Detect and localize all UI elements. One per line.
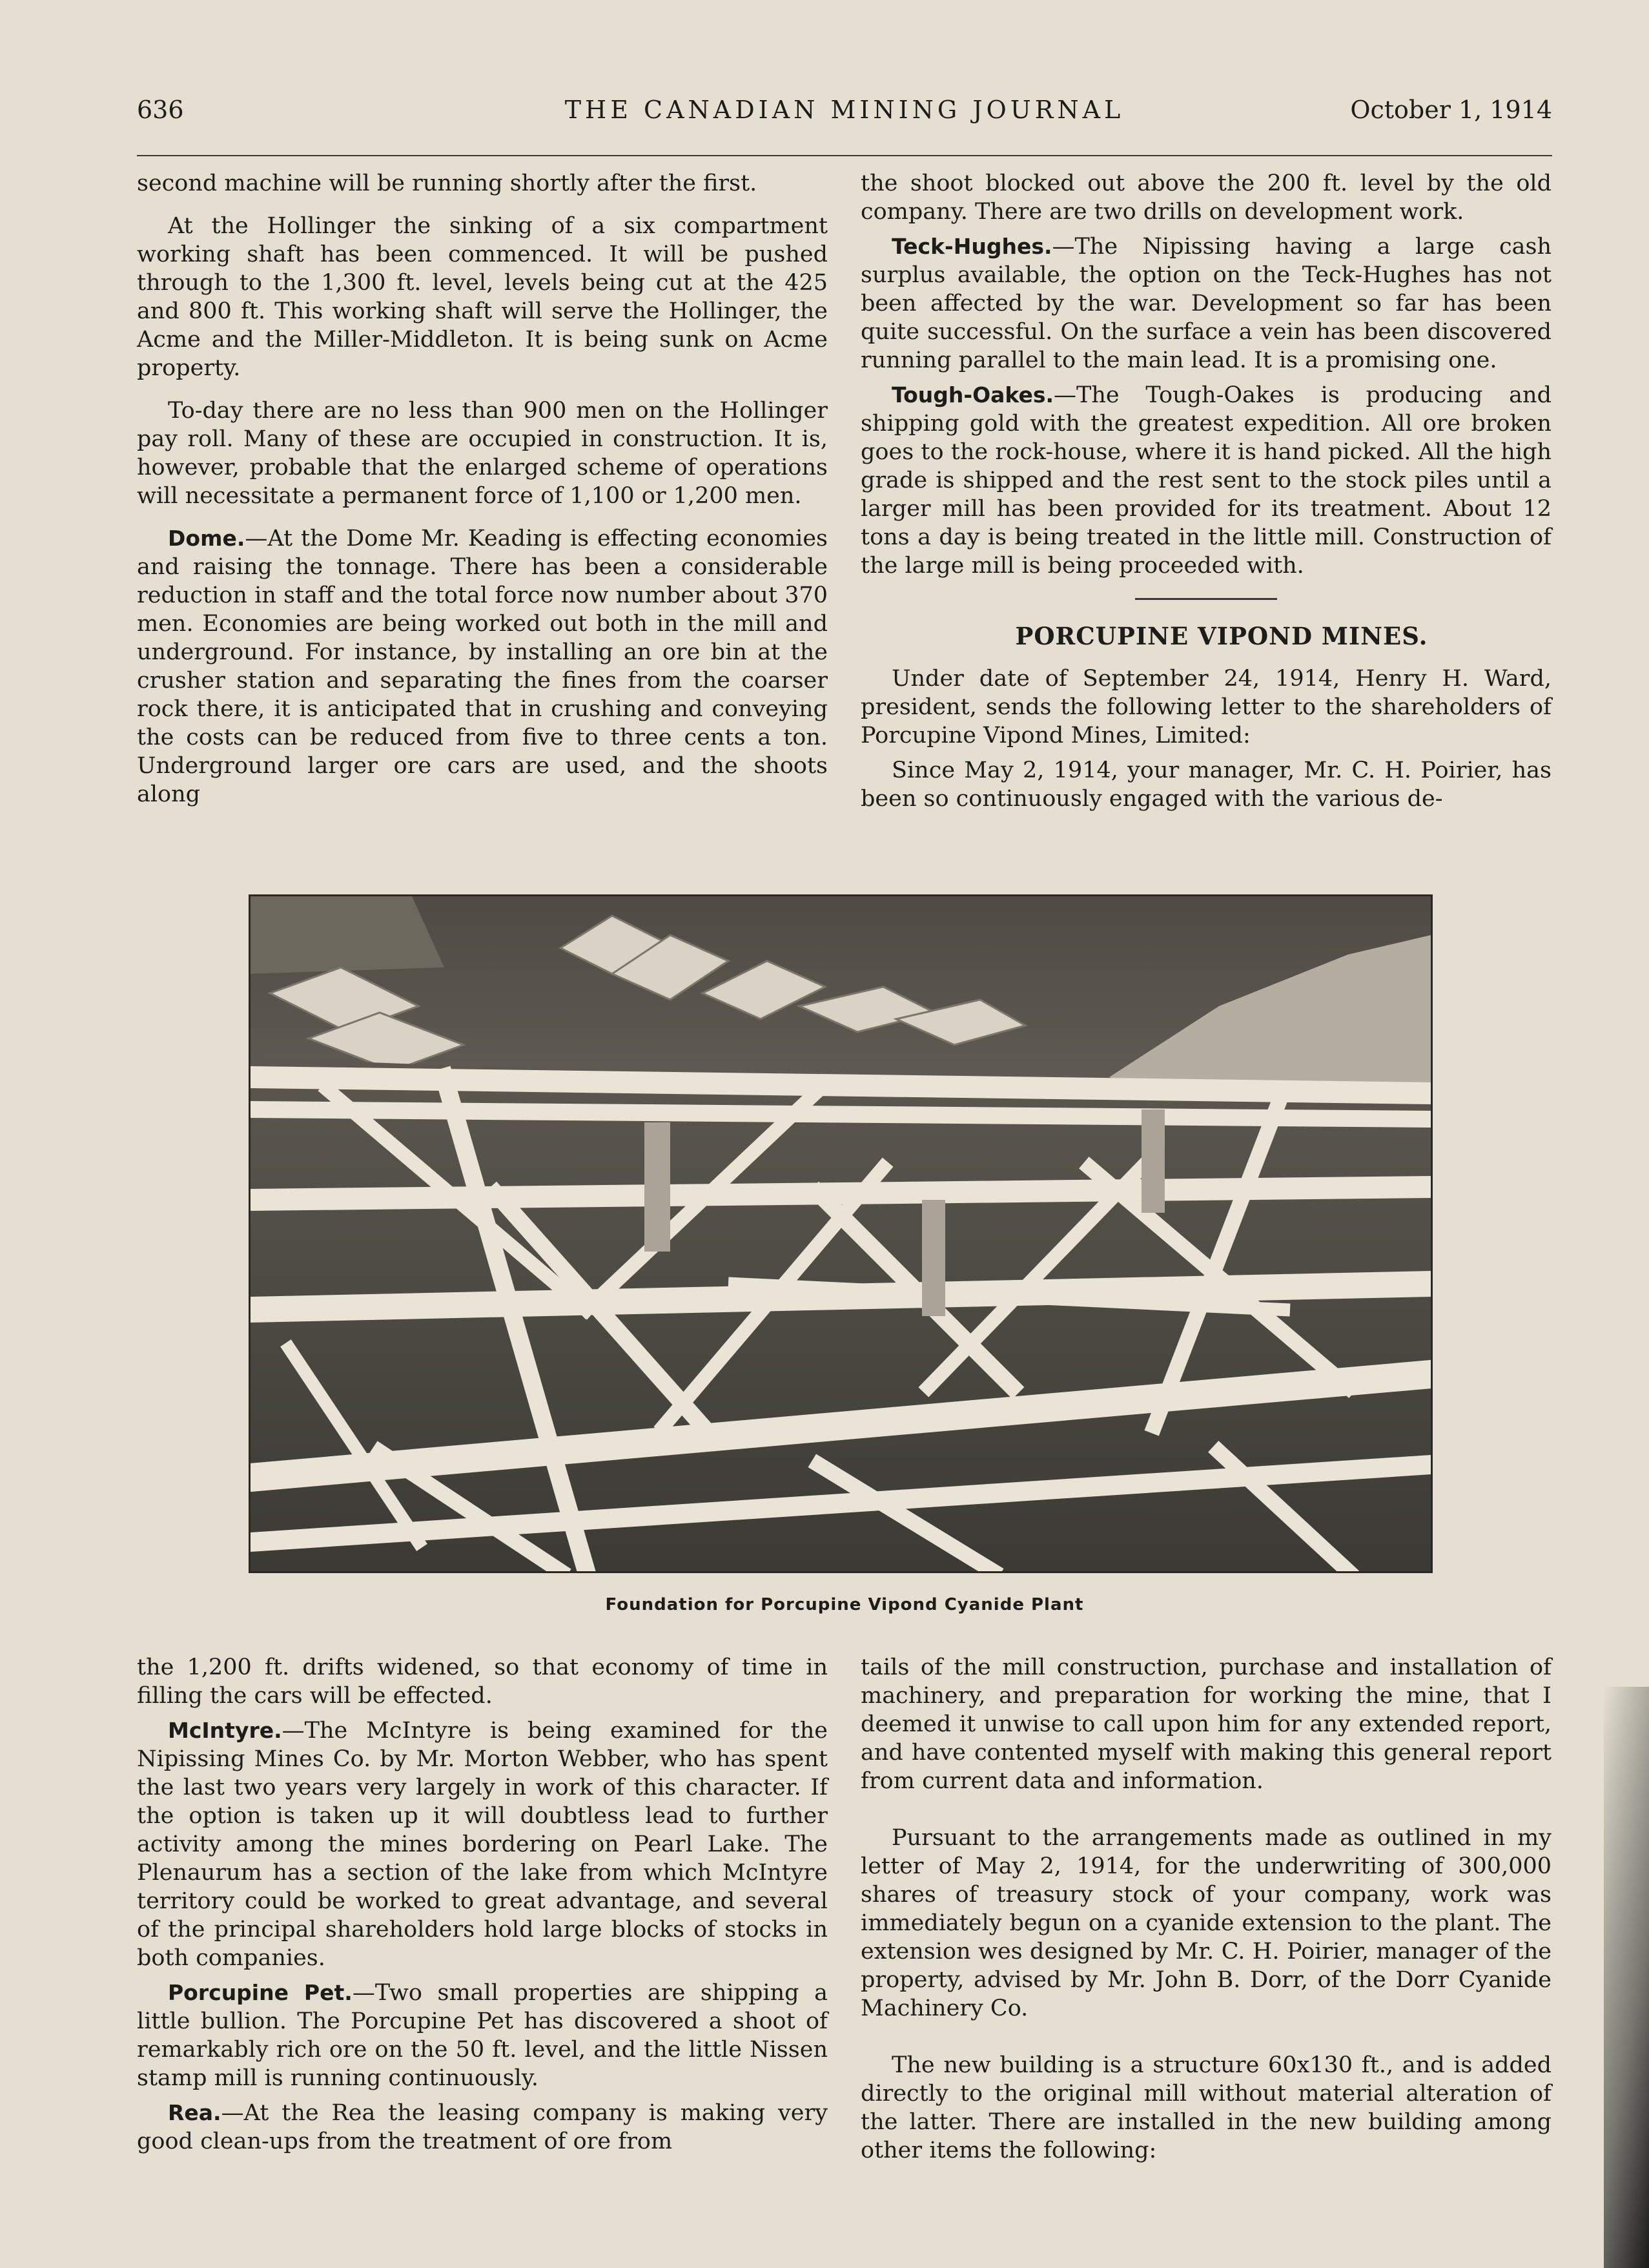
paragraph-rea: Rea.—At the Rea the leasing company is making very good clean-ups from the treatment of ore from [137, 2100, 828, 2154]
journal-title: THE CANADIAN MINING JOURNAL [564, 96, 1125, 124]
column-bottom-left [137, 1653, 828, 2162]
section-divider [1135, 598, 1277, 600]
foundation-photo [249, 894, 1433, 1573]
column-top-left [137, 169, 828, 823]
page-number: 636 [137, 96, 184, 124]
paragraph-tough-oakes: Tough-Oakes.—The Tough-Oakes is producing and shipping gold with the greatest expedition. All ore broken goes to the rock-house, where it is hand picked. All the high grade is shipped and the rest sent to the stock piles until a larger mill has been provided for its treatment. About 12 tons a day is being treated in the little mill. Construction of the large mill is being proceeded with. [861, 382, 1552, 579]
lead-tough-oakes: Tough-Oakes. [892, 382, 1054, 407]
paragraph: second machine will be running shortly after the first. [137, 170, 757, 196]
paragraph: The new building is a structure 60x130 ft., and is added directly to the original mill without material alteration of the latter. There are installed in the new building among other items the following: [861, 2052, 1552, 2163]
lead-teck-hughes: Teck-Hughes. [892, 234, 1052, 259]
header-rule [137, 155, 1552, 156]
lead-dome: Dome. [168, 526, 245, 551]
paragraph-mcintyre: McIntyre.—The McIntyre is being examined for the Nipissing Mines Co. by Mr. Morton Webber, who has spent the last two years very largely in work of this character. If the option is taken up it will doubtless lead to further activity among the mines bordering on Pearl Lake. The Plenaurum has a section of the lake from which McIntyre territory could be worked to great advantage, and several of the principal shareholders hold large blocks of stocks in both companies. [137, 1718, 828, 1971]
section-title: PORCUPINE VIPOND MINES. [1015, 622, 1428, 650]
paragraph: the shoot blocked out above the 200 ft. level by the old company. There are two drills on development work. [861, 170, 1552, 225]
running-header [137, 96, 1552, 134]
paragraph: Pursuant to the arrangements made as outlined in my letter of May 2, 1914, for the underwriting of 300,000 shares of treasury stock of your company, work was immediately begun on a cyanide extension to the plant. The extension wes designed by Mr. C. H. Poirier, manager of the property, advised by Mr. John B. Dorr, of the Dorr Cyanide Machinery Co. [861, 1825, 1552, 2021]
paragraph-porcupine-pet: Porcupine Pet.—Two small properties are shipping a little bullion. The Porcupine Pet has discovered a shoot of remarkably rich ore on the 50 ft. level, and the little Nissen stamp mill is running continuously. [137, 1980, 828, 2091]
paragraph: At the Hollinger the sinking of a six compartment working shaft has been commenced. It will be pushed through to the 1,300 ft. level, levels being cut at the 425 and 800 ft. This working shaft will serve the Hollinger, the Acme and the Miller-Middleton. It is being sunk on Acme property. [137, 213, 828, 381]
paragraph: To-day there are no less than 900 men on the Hollinger pay roll. Many of these are occupied in construction. It is, however, probable that the enlarged scheme of operations will necessitate a permanent force of 1,100 or 1,200 men. [137, 398, 828, 509]
column-bottom-right [861, 1653, 1552, 2179]
lead-porcupine-pet: Porcupine Pet. [168, 1980, 353, 2005]
paragraph: tails of the mill construction, purchase and installation of machinery, and preparation for working the mine, that I deemed it unwise to call upon him for any extended report, and have contented myself with making this general report from current data and information. [861, 1655, 1552, 1794]
page-edge-shadow [1604, 1687, 1649, 2268]
lead-mcintyre: McIntyre. [168, 1718, 282, 1743]
figure-caption: Foundation for Porcupine Vipond Cyanide Plant [605, 1595, 1084, 1614]
paragraph-dome: Dome.—At the Dome Mr. Keading is effecting economies and raising the tonnage. There has been a considerable reduction in staff and the total force now number about 370 men. Economies are being worked out both in the mill and underground. For instance, by installing an ore bin at the crusher station and separating the fines from the coarser rock there, it is anticipated that in crushing and conveying the costs can be reduced from five to three cents a ton. Underground larger ore cars are used, and the shoots along [137, 526, 828, 807]
lead-rea: Rea. [168, 2100, 221, 2125]
paragraph: Under date of September 24, 1914, Henry H. Ward, president, sends the following letter to the shareholders of Porcupine Vipond Mines, Limited: [861, 666, 1552, 748]
paragraph: Since May 2, 1914, your manager, Mr. C. H. Poirier, has been so continuously engaged with the various de- [861, 758, 1552, 812]
paragraph-teck-hughes: Teck-Hughes.—The Nipissing having a large cash surplus available, the option on the Teck-Hughes has not been affected by the war. Development so far has been quite successful. On the surface a vein has been discovered running parallel to the main lead. It is a promising one. [861, 234, 1552, 373]
column-top-right [861, 169, 1552, 820]
issue-date: October 1, 1914 [1350, 96, 1552, 124]
paragraph: the 1,200 ft. drifts widened, so that economy of time in filling the cars will be effected. [137, 1655, 828, 1709]
